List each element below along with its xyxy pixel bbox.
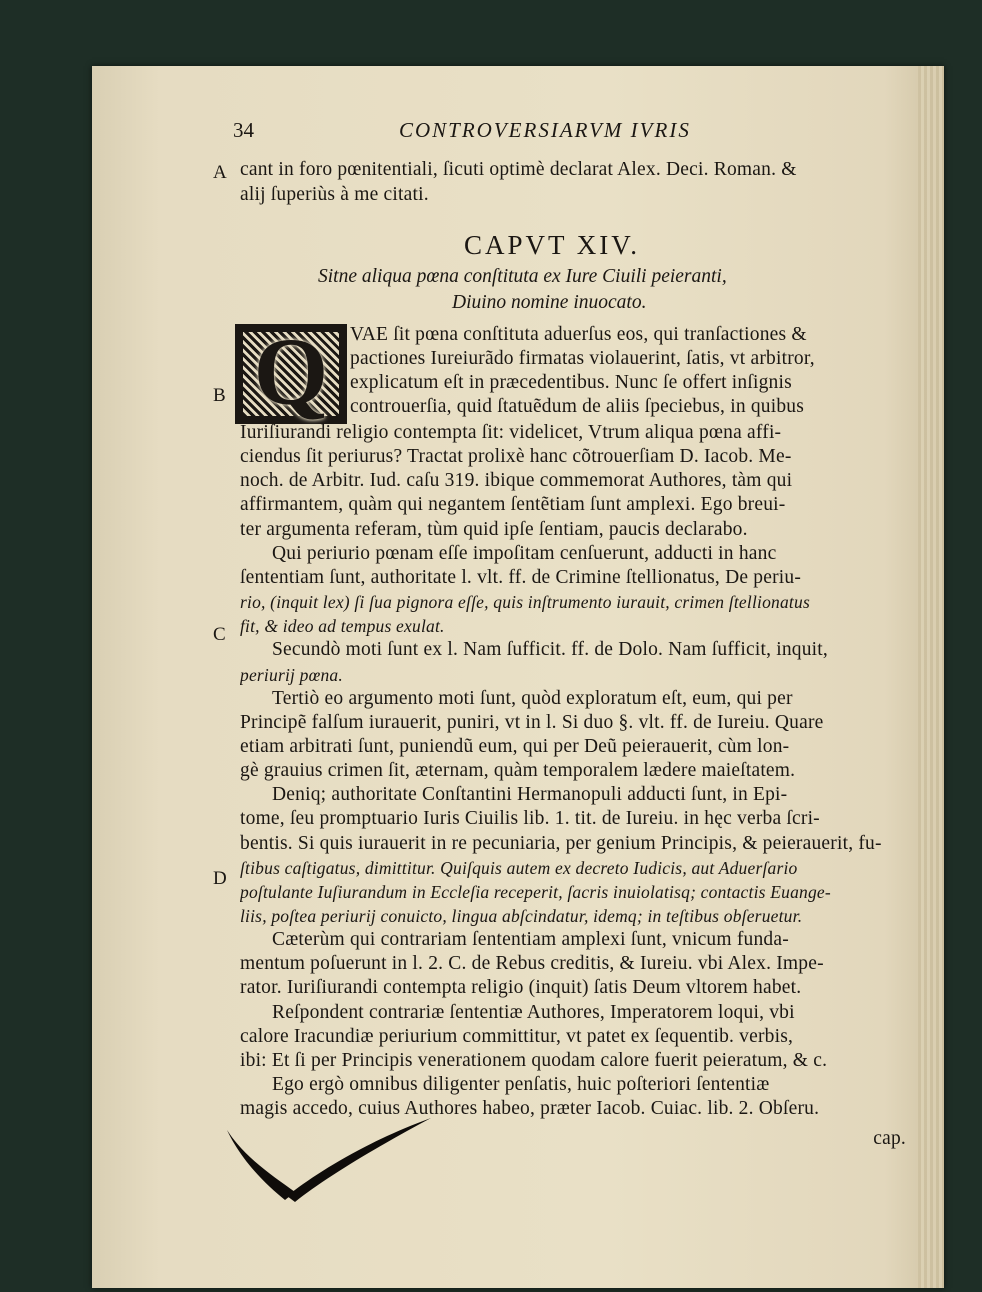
body-line: fit, & ideo ad tempus exulat. (240, 616, 445, 636)
intro-line: alij ſuperiùs à me citati. (240, 184, 429, 205)
body-line: magis accedo, cuius Authores habeo, præter Iacob. Cuiac. lib. 2. Obſeru. (240, 1098, 820, 1119)
margin-letter-c: C (213, 624, 226, 645)
body-line: Reſpondent contrariæ ſententiæ Authores, Imperatorem loqui, vbi (272, 1002, 795, 1023)
body-line: ciendus ſit periurus? Tractat prolixè hanc cõtrouerſiam D. Iacob. Me- (240, 446, 792, 467)
body-line: ſtibus caſtigatus, dimittitur. Quiſquis autem ex decreto Iudicis, aut Aduerſario (240, 858, 798, 878)
body-line: etiam arbitrati ſunt, puniendũ eum, qui per Deũ peierauerit, cùm lon- (240, 736, 790, 757)
body-line: liis, poſtea periurij conuicto, lingua abſcindatur, idemq; in teſtibus obſeruetur. (240, 906, 803, 926)
chapter-subtitle: Sitne aliqua pœna conſtituta ex Iure Ciuili peieranti, (318, 266, 727, 287)
margin-letter-b: B (213, 385, 226, 406)
body-line: gè grauius crimen ſit, æternam, quàm temporalem lædere maieſtatem. (240, 760, 796, 781)
body-line: Secundò moti ſunt ex l. Nam ſufficit. ff. de Dolo. Nam ſufficit, inquit, (272, 639, 828, 660)
body-line: poſtulante Iuſiurandum in Eccleſia receperit, ſacris inuiolatisq; contactis Euange- (240, 882, 831, 902)
body-line: ibi: Et ſi per Principis venerationem quodam calore fuerit peieratum, & c. (240, 1050, 828, 1071)
decorated-initial (235, 318, 347, 425)
intro-line: cant in foro pœnitentiali, ſicuti optimè declarat Alex. Deci. Roman. & (240, 159, 797, 180)
page-edge (918, 66, 944, 1288)
margin-letter-a: A (213, 162, 227, 183)
body-line: ſententiam ſunt, authoritate l. vlt. ff. de Crimine ſtellionatus, De periu- (240, 567, 802, 588)
body-line: Tertiò eo argumento moti ſunt, quòd exploratum eſt, eum, qui per (272, 688, 793, 709)
catchword: cap. (873, 1128, 906, 1149)
chapter-title: CAPVT XIV. (464, 230, 641, 260)
dropcap-line: controuerſia, quid ſtatuẽdum de aliis ſpeciebus, in quibus (350, 396, 805, 417)
body-line: Ego ergò omnibus diligenter penſatis, huic poſteriori ſententiæ (272, 1074, 770, 1095)
body-line: bentis. Si quis iurauerit in re pecuniaria, per genium Principis, & peierauerit, fu- (240, 833, 882, 854)
ink-stroke-mark (225, 1118, 435, 1208)
body-line: Qui periurio pœnam eſſe impoſitam cenſuerunt, adducti in hanc (272, 543, 777, 564)
body-line: rator. Iuriſiurandi contempta religio (inquit) ſatis Deum vltorem habet. (240, 977, 802, 998)
body-line: ter argumenta referam, tùm quid ipſe ſentiam, paucis declarabo. (240, 519, 748, 540)
body-line: Cæterùm qui contrariam ſententiam amplexi ſunt, vnicum funda- (272, 929, 789, 950)
running-title: CONTROVERSIARVM IVRIS (399, 118, 691, 142)
page-number: 34 (233, 118, 254, 142)
body-line: Iuriſiurandi religio contempta ſit: videlicet, Vtrum aliqua pœna affi- (240, 422, 782, 443)
body-line: affirmantem, quàm qui negantem ſentẽtiam ſunt amplexi. Ego breui- (240, 494, 786, 515)
body-line: tome, ſeu promptuario Iuris Ciuilis lib. 1. tit. de Iureiu. in hęc verba ſcri- (240, 808, 820, 829)
dropcap-line: pactiones Iureiurãdo firmatas violauerint, ſatis, vt arbitror, (350, 348, 815, 369)
margin-letter-d: D (213, 868, 227, 889)
body-line: calore Iracundiæ periurium committitur, vt patet ex ſequentib. verbis, (240, 1026, 794, 1047)
chapter-subtitle: Diuino nomine inuocato. (452, 292, 647, 313)
dropcap-line: VAE ſit pœna conſtituta aduerſus eos, qui tranſactiones & (350, 324, 807, 345)
dropcap-line: explicatum eſt in præcedentibus. Nunc ſe offert inſignis (350, 372, 792, 393)
body-line: periurij pœna. (240, 665, 343, 685)
initial-letter: Q (253, 318, 329, 425)
body-line: Deniq; authoritate Conſtantini Hermanopuli adducti ſunt, in Epi- (272, 784, 788, 805)
body-line: Principẽ falſum iurauerit, puniri, vt in l. Si duo §. vlt. ff. de Iureiu. Quare (240, 712, 824, 733)
body-line: noch. de Arbitr. Iud. caſu 319. ibique commemorat Authores, tàm qui (240, 470, 793, 491)
body-line: mentum poſuerunt in l. 2. C. de Rebus creditis, & Iureiu. vbi Alex. Impe- (240, 953, 824, 974)
body-line: rio, (inquit lex) ſi ſua pignora eſſe, quis inſtrumento iurauit, crimen ſtellionatus (240, 592, 810, 612)
